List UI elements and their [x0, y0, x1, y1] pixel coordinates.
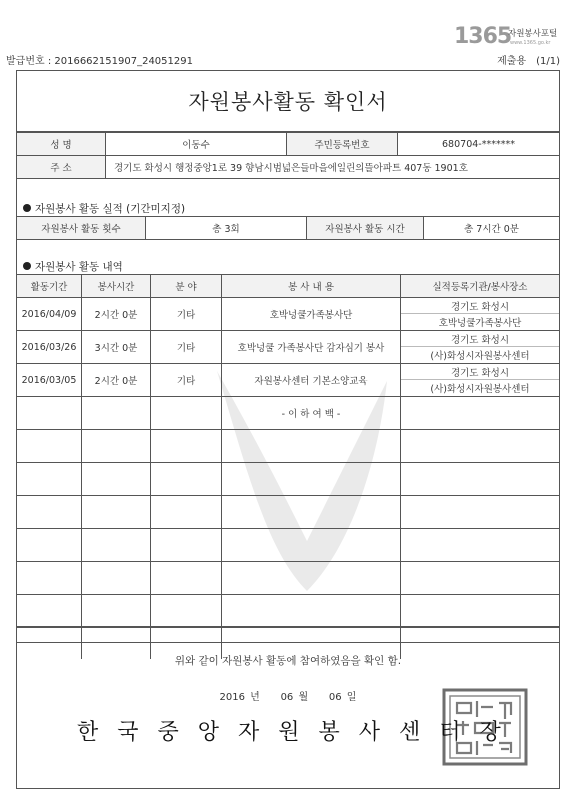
address-label: 주 소 — [17, 156, 106, 179]
confirm-text: 위와 같이 자원봉사 활동에 참여하였음을 확인 함. — [174, 655, 402, 667]
bullet-icon — [23, 262, 31, 270]
row-place: 호박넝쿨가족봉사단 — [401, 314, 560, 331]
table-row — [17, 364, 560, 380]
address-value: 경기도 화성시 행정중앙1로 39 향남시범넓은들마을에일린의뜰아파트 407동 1901호 — [106, 156, 560, 179]
row-field: 기타 — [151, 298, 222, 331]
summary-table — [16, 216, 560, 240]
date-year: 2016 — [219, 692, 245, 703]
document-title: 자원봉사활동 확인서 — [17, 71, 559, 132]
date-month: 06 — [280, 692, 294, 703]
time-value: 총 7시간 0분 — [424, 217, 560, 240]
submit-label: 제출용 — [497, 56, 527, 67]
row-content: 호박넝쿨 가족봉사단 감자심기 봉사 — [222, 331, 401, 364]
name-value: 이동수 — [106, 133, 287, 156]
row-org: 경기도 화성시 — [401, 331, 560, 347]
details-section-title: 자원봉사 활동 내역 — [23, 259, 123, 274]
date-month-unit: 월 — [298, 692, 309, 703]
count-value: 총 3회 — [146, 217, 307, 240]
summary-section-title: 자원봉사 활동 실적 (기간미지정) — [23, 201, 185, 216]
row-date: 2016/03/05 — [17, 364, 82, 397]
details-table — [16, 274, 560, 659]
person-info-table — [16, 132, 560, 179]
row-place: (사)화성시자원봉사센터 — [401, 347, 560, 364]
end-mark: - 이 하 여 백 - — [222, 397, 401, 430]
row-hours: 2시간 0분 — [82, 364, 151, 397]
date-day-unit: 일 — [346, 692, 357, 703]
row-org: 경기도 화성시 — [401, 298, 560, 314]
header-content: 봉 사 내 용 — [222, 275, 401, 298]
logo-number: 1365 — [454, 24, 512, 49]
header-org: 실적등록기관/봉사장소 — [401, 275, 560, 298]
id-label: 주민등록번호 — [287, 133, 398, 156]
confirmation-box — [16, 642, 560, 789]
row-field: 기타 — [151, 364, 222, 397]
table-row — [17, 397, 560, 430]
table-row — [17, 529, 560, 562]
time-label: 자원봉사 활동 시간 — [307, 217, 424, 240]
issue-number: 발급번호 : 2016662151907_24051291 — [6, 56, 193, 67]
bullet-icon — [23, 204, 31, 212]
table-row — [17, 298, 560, 314]
id-value: 680704-******* — [398, 133, 560, 156]
row-hours: 3시간 0분 — [82, 331, 151, 364]
submit-info — [487, 52, 560, 67]
table-row — [17, 430, 560, 463]
logo-text: 자원봉사포털 — [508, 29, 558, 39]
row-date: 2016/03/26 — [17, 331, 82, 364]
row-date: 2016/04/09 — [17, 298, 82, 331]
center-name: 한국중앙자원봉사센터장 — [77, 720, 520, 745]
table-row — [17, 562, 560, 595]
row-org: 경기도 화성시 — [401, 364, 560, 380]
row-hours: 2시간 0분 — [82, 298, 151, 331]
date-year-unit: 년 — [250, 692, 260, 703]
table-row — [17, 496, 560, 529]
row-place: (사)화성시자원봉사센터 — [401, 380, 560, 397]
table-row — [17, 331, 560, 347]
count-label: 자원봉사 활동 횟수 — [17, 217, 146, 240]
certificate-frame — [16, 70, 560, 627]
row-content: 자원봉사센터 기본소양교육 — [222, 364, 401, 397]
table-row — [17, 463, 560, 496]
table-row — [17, 595, 560, 628]
date-day: 06 — [328, 692, 342, 703]
name-label: 성 명 — [17, 133, 106, 156]
header-hours: 봉사시간 — [82, 275, 151, 298]
header-date: 활동기간 — [17, 275, 82, 298]
page-indicator: (1/1) — [536, 56, 560, 67]
header-field: 분 야 — [151, 275, 222, 298]
row-field: 기타 — [151, 331, 222, 364]
logo-url: www.1365.go.kr — [510, 40, 551, 46]
row-content: 호박넝쿨가족봉사단 — [222, 298, 401, 331]
portal-logo — [426, 24, 566, 54]
